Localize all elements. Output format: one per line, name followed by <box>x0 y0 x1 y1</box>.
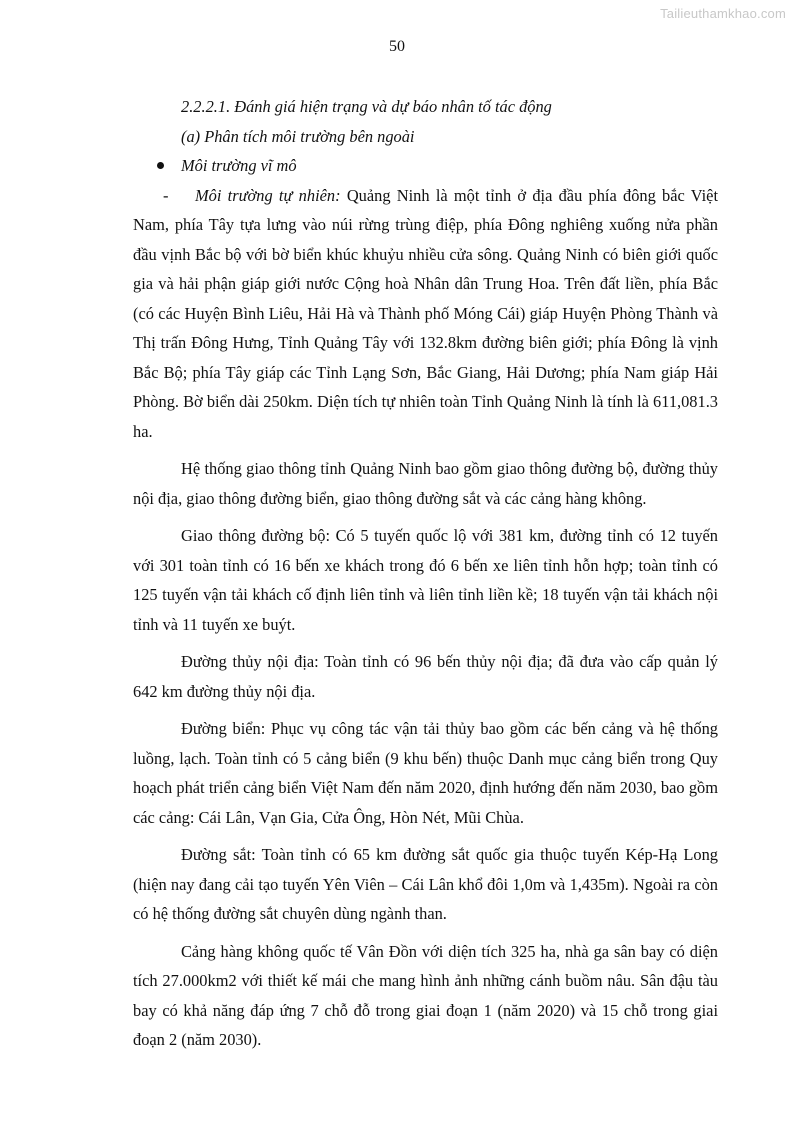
natural-environment-label: Môi trường tự nhiên: <box>195 185 341 205</box>
watermark: Tailieuthamkhao.com <box>660 6 786 21</box>
dash-marker: - <box>163 185 169 205</box>
paragraph-road-transport: Giao thông đường bộ: Có 5 tuyến quốc lộ với 381 km, đường tỉnh có 12 tuyến với 301 toàn tỉnh có 16 bến xe khách trong đó 6 bến xe liên tỉnh hỗn hợp; toàn tỉnh có 125 tuyến vận tải khách cố định liên tỉnh và liên tỉnh liền kề; 18 tuyến vận tải khách nội tỉnh và 11 tuyến xe buýt. <box>133 526 718 634</box>
bullet-item <box>133 151 718 181</box>
paragraph-sea-transport: Đường biển: Phục vụ công tác vận tải thủy bao gồm các bến cảng và hệ thống luồng, lạch. Toàn tỉnh có 5 cảng biển (9 khu bến) thuộc Danh mục cảng biển trong Quy hoạch phát triển cảng biển Việt Nam đến năm 2020, định hướng đến năm 2030, bao gồm các cảng: Cái Lân, Vạn Gia, Cửa Ông, Hòn Nét, Mũi Chùa. <box>133 719 718 827</box>
paragraph-railway: Đường sắt: Toàn tỉnh có 65 km đường sắt quốc gia thuộc tuyến Kép-Hạ Long (hiện nay đang cải tạo tuyến Yên Viên – Cái Lân khổ đôi 1,0m và 1,435m). Ngoài ra còn có hệ thống đường sắt chuyên dùng ngành than. <box>133 845 718 923</box>
natural-environment-paragraph <box>133 181 718 447</box>
page-number: 50 <box>389 38 405 55</box>
paragraph-transport-system: Hệ thống giao thông tỉnh Quảng Ninh bao gồm giao thông đường bộ, đường thủy nội địa, giao thông đường biển, giao thông đường sắt và các cảng hàng không. <box>133 459 718 508</box>
subsection-heading: (a) Phân tích môi trường bên ngoài <box>181 126 415 146</box>
paragraph-airport: Cảng hàng không quốc tế Vân Đồn với diện tích 325 ha, nhà ga sân bay có diện tích 27.000km2 với thiết kế mái che mang hình ảnh những cánh buồm nâu. Sân đậu tàu bay có khả năng đáp ứng 7 chỗ đỗ trong giai đoạn 1 (năm 2020) và 15 chỗ trong giai đoạn 2 (năm 2030). <box>133 941 718 1049</box>
natural-environment-text: Quảng Ninh là một tỉnh ở địa đầu phía đông bắc Việt Nam, phía Tây tựa lưng vào núi rừng trùng điệp, phía Đông nghiêng xuống nửa phần đầu vịnh Bắc bộ với bờ biển khúc khuỷu nhiều cửa sông. Quảng Ninh có biên giới quốc gia và hải phận giáp giới nước Cộng hoà Nhân dân Trung Hoa. Trên đất liền, phía Bắc (có các Huyện Bình Liêu, Hải Hà và Thành phố Móng Cái) giáp Huyện Phòng Thành và Thị trấn Đông Hưng, Tỉnh Quảng Tây với 132.8km đường biên giới; phía Đông là vịnh Bắc Bộ; phía Tây giáp các Tỉnh Lạng Sơn, Bắc Giang, Hải Dương; phía Nam giáp Hải Phòng. Bờ biển dài 250km. Diện tích tự nhiên toàn Tỉnh Quảng Ninh là tính là 611,081.3 ha. <box>133 185 718 441</box>
paragraph-inland-waterway: Đường thủy nội địa: Toàn tỉnh có 96 bến thủy nội địa; đã đưa vào cấp quản lý 642 km đường thủy nội địa. <box>133 652 718 701</box>
bullet-icon <box>157 162 164 169</box>
bullet-label: Môi trường vĩ mô <box>181 156 297 175</box>
section-heading: 2.2.2.1. Đánh giá hiện trạng và dự báo nhân tố tác động <box>181 97 552 116</box>
document-body <box>133 92 718 1063</box>
